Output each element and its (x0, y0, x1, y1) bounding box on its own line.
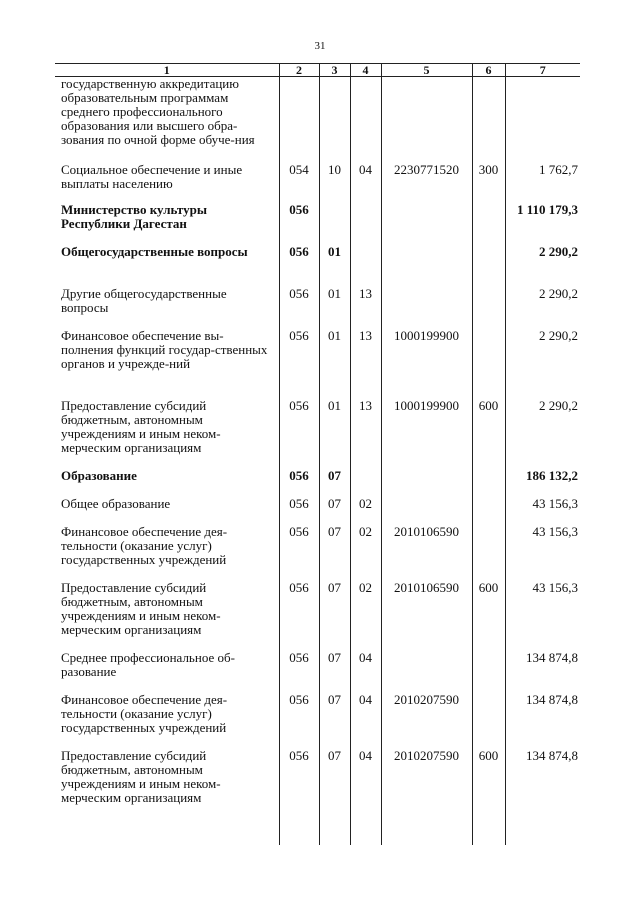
col-header-2: 2 (279, 64, 319, 77)
row-code-4: 04 (350, 651, 381, 693)
row-amount: 134 874,8 (526, 651, 578, 665)
row-amount: 43 156,3 (532, 497, 578, 511)
table-row (55, 749, 580, 819)
row-code-5: 2010207590 (381, 749, 472, 819)
row-amount: 1 110 179,3 (516, 203, 578, 217)
col-header-5: 5 (381, 64, 472, 77)
table-row (55, 245, 580, 287)
row-code-3: 01 (319, 287, 350, 329)
row-code-2: 056 (279, 525, 319, 581)
table-row (55, 203, 580, 245)
row-code-5 (381, 469, 472, 497)
table-row (55, 497, 580, 525)
row-code-3: 07 (319, 497, 350, 525)
row-code-5: 2010207590 (381, 693, 472, 749)
row-code-4: 04 (350, 749, 381, 819)
row-code-4: 04 (350, 163, 381, 203)
table-row (55, 469, 580, 497)
table-row (55, 581, 580, 651)
row-name: Среднее профессиональное об-разование (55, 651, 279, 693)
row-code-6 (472, 203, 505, 245)
row-code-5 (381, 77, 472, 164)
row-name: Финансовое обеспечение вы-полнения функций государ-ственных органов и учрежде-ний (55, 329, 279, 399)
row-code-2: 056 (279, 203, 319, 245)
row-amount: 1 762,7 (539, 163, 578, 177)
row-amount: 43 156,3 (532, 525, 578, 539)
row-name: Министерство культуры Республики Дагестан (55, 203, 279, 245)
row-code-5: 1000199900 (381, 329, 472, 399)
row-name: Предоставление субсидий бюджетным, автономным учреждениям и иным неком-мерческим организациям (55, 399, 279, 469)
row-code-2: 056 (279, 287, 319, 329)
row-code-2: 056 (279, 581, 319, 651)
row-code-2: 056 (279, 693, 319, 749)
row-code-5: 2010106590 (381, 581, 472, 651)
row-code-4: 04 (350, 693, 381, 749)
row-code-5: 2010106590 (381, 525, 472, 581)
row-amount: 2 290,2 (539, 287, 578, 301)
row-code-3: 01 (319, 329, 350, 399)
row-code-3: 01 (319, 399, 350, 469)
col-header-7: 7 (505, 64, 580, 77)
table-row (55, 525, 580, 581)
row-code-3: 07 (319, 749, 350, 819)
row-name: Общегосударственные вопросы (55, 245, 279, 287)
row-code-3: 01 (319, 245, 350, 287)
row-code-4 (350, 245, 381, 287)
row-code-2: 056 (279, 749, 319, 819)
row-code-4 (350, 203, 381, 245)
row-name: Предоставление субсидий бюджетным, автономным учреждениям и иным неком-мерческим организациям (55, 581, 279, 651)
row-code-5 (381, 203, 472, 245)
col-header-6: 6 (472, 64, 505, 77)
row-code-6: 600 (472, 581, 505, 651)
row-code-6 (472, 651, 505, 693)
row-code-3: 07 (319, 469, 350, 497)
row-code-3: 10 (319, 163, 350, 203)
table-row (55, 651, 580, 693)
budget-table (55, 63, 580, 845)
row-code-6 (472, 77, 505, 164)
row-code-6 (472, 329, 505, 399)
row-amount: 43 156,3 (532, 581, 578, 595)
table-row (55, 163, 580, 203)
row-name: Финансовое обеспечение дея-тельности (оказание услуг) государственных учреждений (55, 693, 279, 749)
row-code-6 (472, 287, 505, 329)
row-code-2 (279, 77, 319, 164)
row-amount: 2 290,2 (539, 245, 578, 259)
table-row (55, 329, 580, 399)
row-code-4: 13 (350, 329, 381, 399)
col-header-4: 4 (350, 64, 381, 77)
row-code-6: 600 (472, 399, 505, 469)
row-code-2: 056 (279, 329, 319, 399)
row-code-2: 056 (279, 469, 319, 497)
row-code-6 (472, 469, 505, 497)
table-body (55, 77, 580, 846)
page-number: 31 (314, 40, 326, 52)
row-amount: 134 874,8 (526, 693, 578, 707)
row-code-6 (472, 693, 505, 749)
row-name: государственную аккредитацию образовательным программам среднего профессионального образования или высшего обра-зования по очной форме обуче-ния (55, 77, 279, 164)
row-code-5 (381, 497, 472, 525)
row-code-3: 07 (319, 651, 350, 693)
row-code-2: 054 (279, 163, 319, 203)
row-code-4: 02 (350, 581, 381, 651)
row-name: Финансовое обеспечение дея-тельности (оказание услуг) государственных учреждений (55, 525, 279, 581)
row-code-5 (381, 245, 472, 287)
col-header-1: 1 (55, 64, 279, 77)
row-amount: 2 290,2 (539, 399, 578, 413)
col-header-3: 3 (319, 64, 350, 77)
row-code-5 (381, 651, 472, 693)
row-name: Предоставление субсидий бюджетным, автономным учреждениям и иным неком-мерческим организациям (55, 749, 279, 819)
row-code-5 (381, 287, 472, 329)
row-name: Образование (55, 469, 279, 497)
row-code-3 (319, 203, 350, 245)
row-code-6 (472, 245, 505, 287)
row-code-3: 07 (319, 525, 350, 581)
table-row (55, 399, 580, 469)
row-code-6: 300 (472, 163, 505, 203)
row-name: Другие общегосударственные вопросы (55, 287, 279, 329)
row-amount: 186 132,2 (526, 469, 578, 483)
row-code-2: 056 (279, 497, 319, 525)
row-code-4 (350, 469, 381, 497)
row-amount (505, 77, 580, 164)
row-code-4 (350, 77, 381, 164)
table-row (55, 287, 580, 329)
row-code-6 (472, 497, 505, 525)
row-amount: 2 290,2 (539, 329, 578, 343)
header-row (55, 64, 580, 77)
row-code-3 (319, 77, 350, 164)
row-code-2: 056 (279, 399, 319, 469)
row-code-2: 056 (279, 245, 319, 287)
row-code-5: 2230771520 (381, 163, 472, 203)
row-name: Общее образование (55, 497, 279, 525)
row-code-4: 13 (350, 399, 381, 469)
row-code-5: 1000199900 (381, 399, 472, 469)
row-code-3: 07 (319, 581, 350, 651)
table-row (55, 693, 580, 749)
row-code-3: 07 (319, 693, 350, 749)
row-code-4: 13 (350, 287, 381, 329)
row-code-6: 600 (472, 749, 505, 819)
row-code-4: 02 (350, 525, 381, 581)
row-name: Социальное обеспечение и иные выплаты населению (55, 163, 279, 203)
row-code-2: 056 (279, 651, 319, 693)
table-row (55, 77, 580, 164)
row-code-6 (472, 525, 505, 581)
row-amount: 134 874,8 (526, 749, 578, 763)
row-code-4: 02 (350, 497, 381, 525)
